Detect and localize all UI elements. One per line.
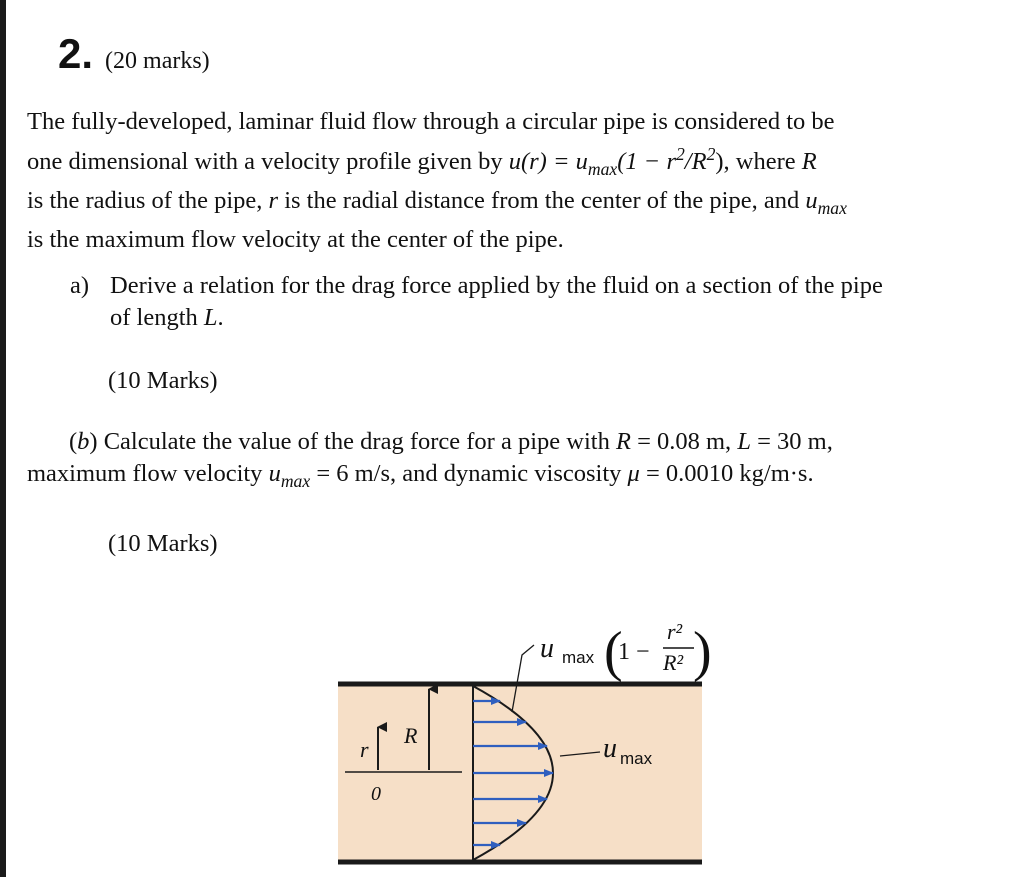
intro-line-4: is the maximum flow velocity at the center of the pipe. [27, 225, 564, 253]
part-b [27, 426, 997, 497]
question-header [58, 30, 210, 80]
intro-line-3: is the radius of the pipe, r is the radial distance from the center of the pipe, and $u_{max}$ [27, 187, 847, 218]
part-a-marks: (10 Marks) [108, 367, 218, 394]
part-b-marks: (10 Marks) [108, 530, 218, 557]
part-b-line-1: (b) Calculate the value of the drag force for a pipe with R = 0.08 m, L = 30 m, [69, 428, 833, 455]
origin-label: 0 [371, 783, 381, 805]
pipe-flow-diagram [0, 600, 1024, 877]
part-a-label: a) [70, 272, 90, 299]
part-a-line-2: of length L. [110, 304, 224, 331]
intro-paragraph [27, 106, 997, 256]
profile-label-den: R² [663, 650, 684, 675]
part-a [70, 270, 1000, 334]
question-marks: (20 marks) [105, 48, 210, 74]
profile-label-open-paren: ( [604, 621, 623, 683]
velocity-equation: $u(r) = u_{max}(1 - r^2/R^2$ [508, 144, 716, 180]
question-number: 2. [58, 30, 94, 77]
r-label: r [360, 737, 369, 762]
profile-label-u: u [540, 633, 554, 664]
intro-line-2: one dimensional with a velocity profile given by $u(r) = u_{max}(1 - r^2/R^2)$, where R [27, 144, 817, 180]
R-label: R [404, 723, 418, 748]
profile-label-close-paren: ) [693, 621, 712, 683]
center-label-u: u [603, 733, 617, 764]
part-a-line-1: Derive a relation for the drag force applied by the fluid on a section of the pipe [110, 272, 883, 299]
profile-label-num: r² [667, 619, 683, 644]
part-b-line-2: maximum flow velocity $u_{max} = 6$ m/s, and dynamic viscosity μ = 0.0010 kg/m·s. [27, 460, 814, 491]
profile-label-one: 1 − [618, 639, 650, 665]
center-label-sub: max [620, 749, 653, 768]
profile-label-sub: max [562, 648, 595, 667]
intro-line-1: The fully-developed, laminar fluid flow through a circular pipe is considered to be [27, 108, 835, 135]
